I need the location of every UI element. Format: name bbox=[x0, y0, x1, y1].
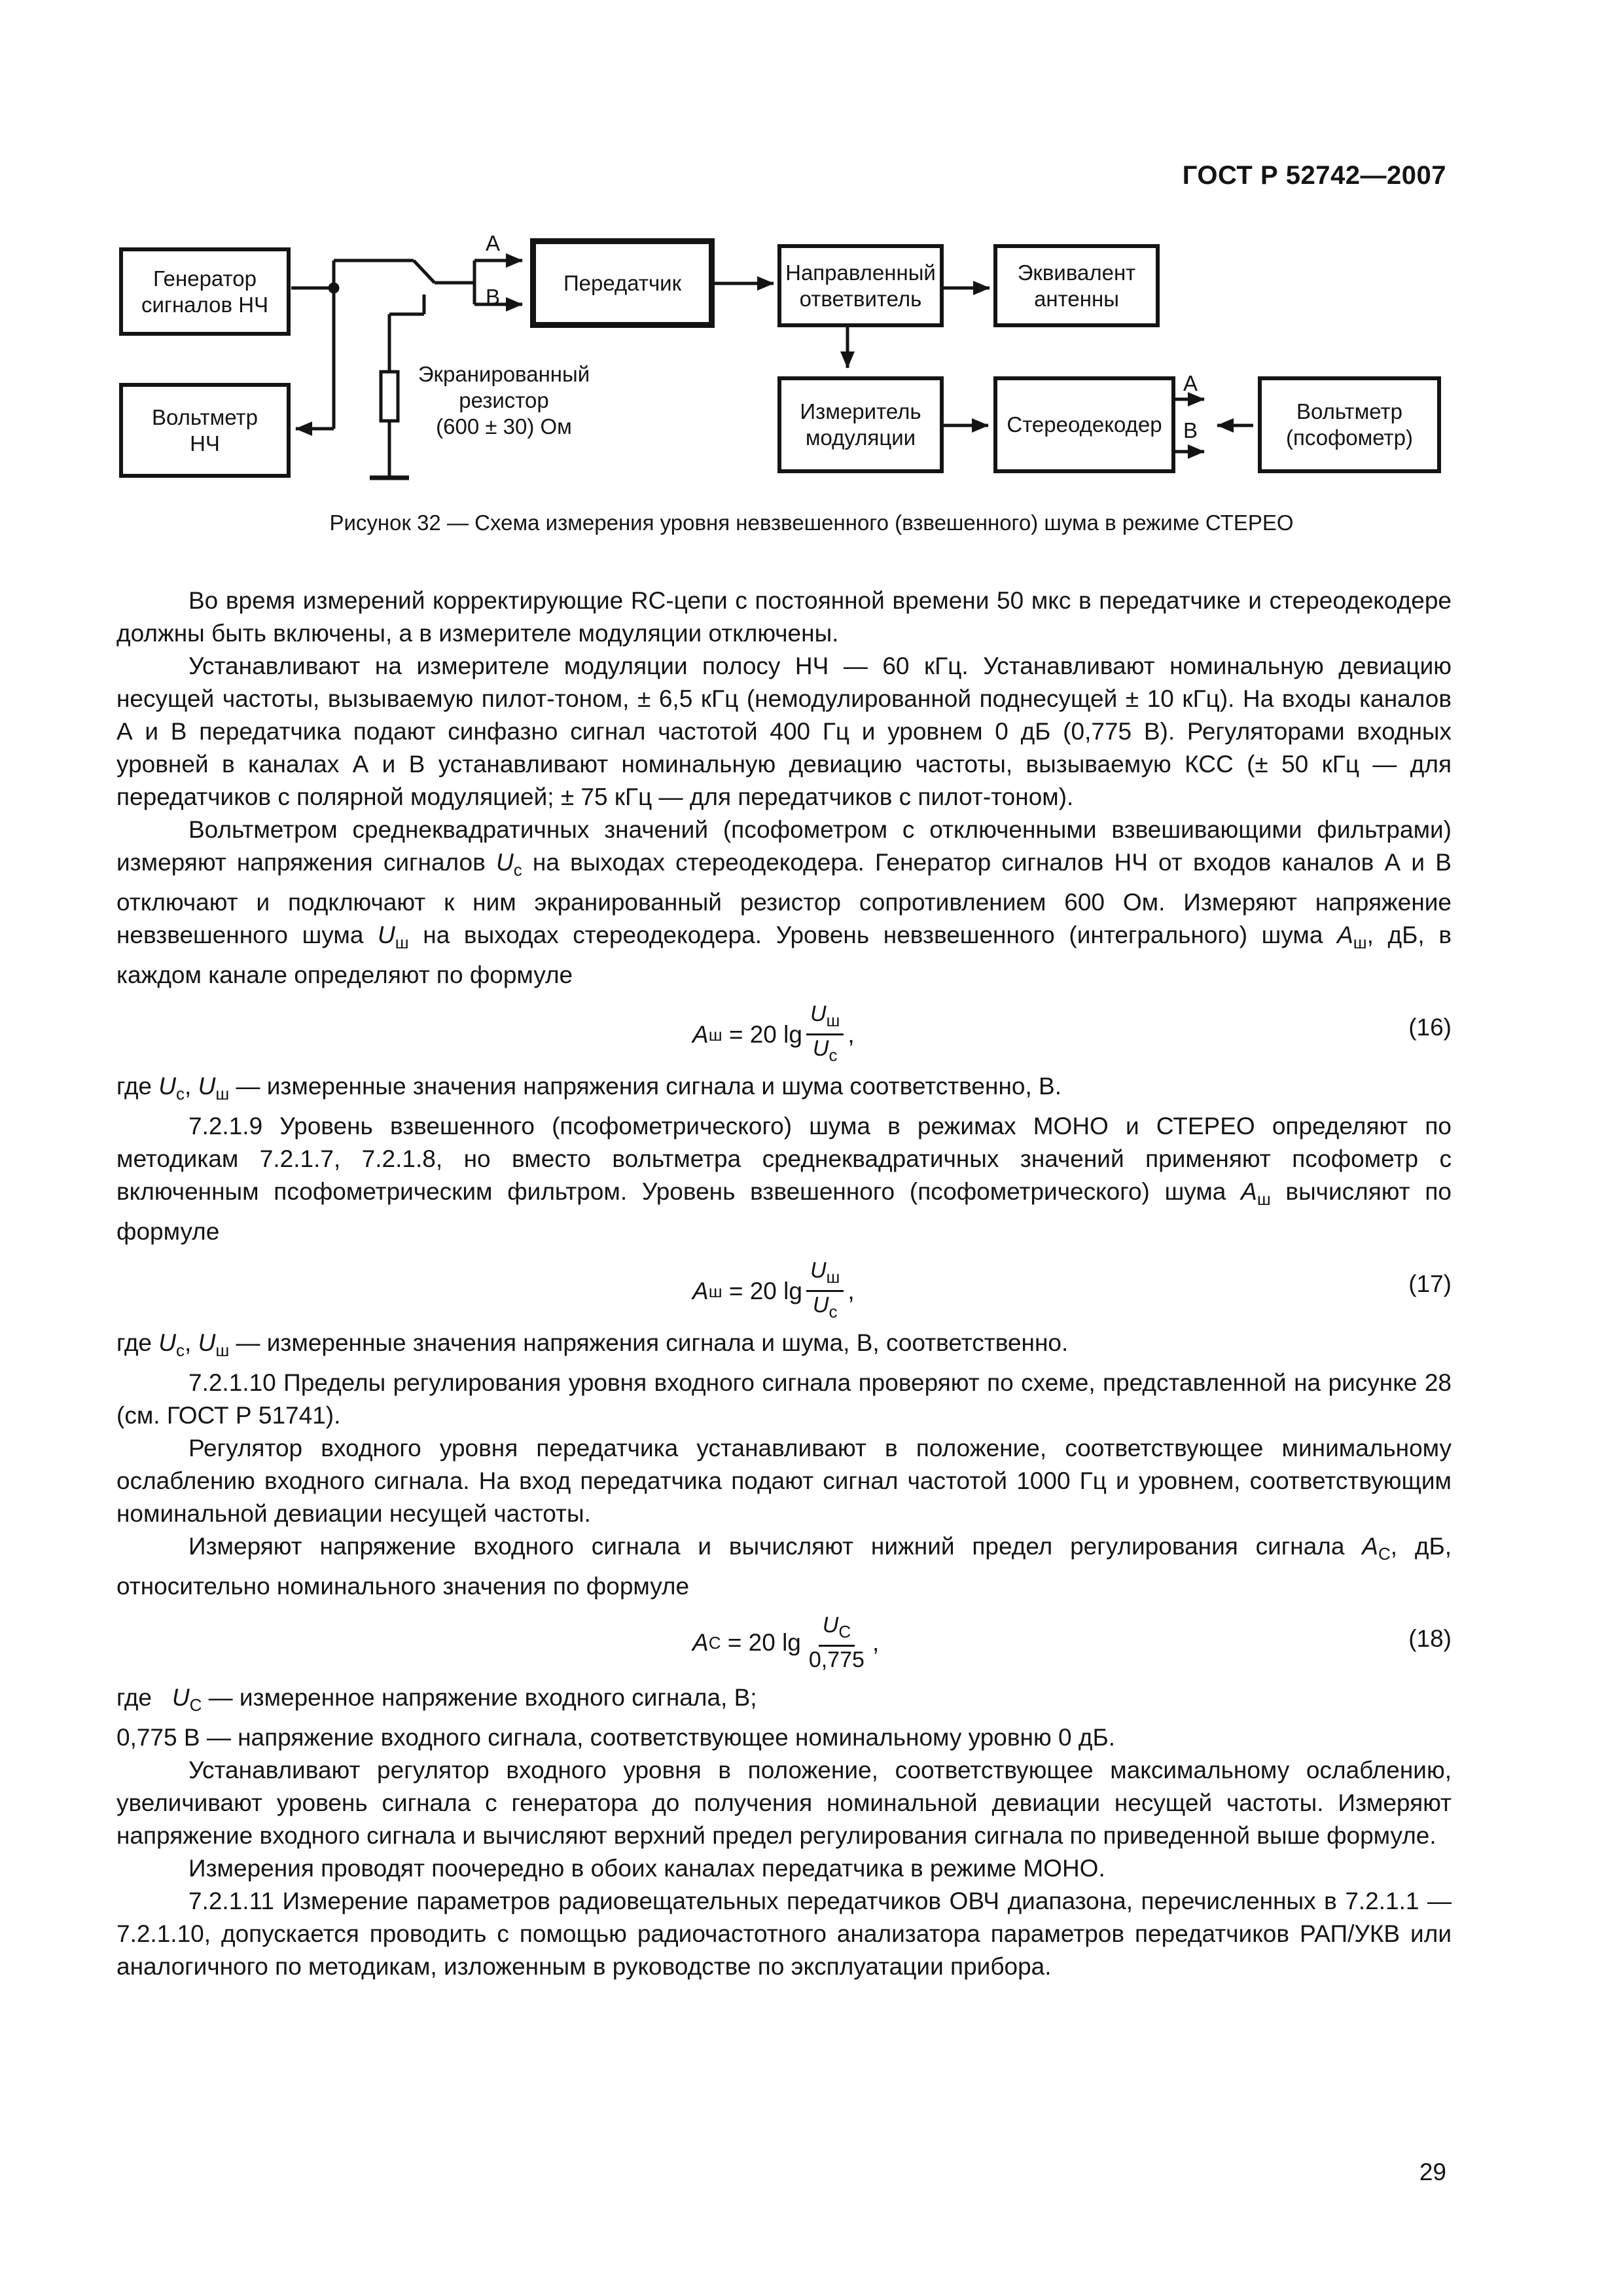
antenna-equiv-box bbox=[993, 244, 1160, 327]
paragraph: Измеряют напряжение входного сигнала и вычисляют нижний предел регулирования сигнала $A_С$, дБ, относительно номинального значения по формуле bbox=[116, 1533, 1452, 1600]
paragraph: Вольтметром среднеквадратичных значений (псофометром с отключенными взвешивающими фильтрами) измеряют напряжения сигналов $U_с$ на выходах стереодекодера. Генератор сигналов НЧ от входов каналов А и В отключают и подключают к ним экранированный резистор сопротивлением 600 Ом. Измеряют напряжение невзвешенного шума $U_ш$ на выходах стереодекодера. Уровень невзвешенного (интегрального) шума $A_ш$, дБ, в каждом канале определяют по формуле bbox=[116, 816, 1452, 988]
resistor-symbol bbox=[381, 372, 398, 421]
paragraph: Устанавливают регулятор входного уровня в положение, соответствующее максимальному ослаблению, увеличивают уровень сигнала с генератора до получения номинальной девиации несущей частоты. Измеряют напряжение входного сигнала и вычисляют верхний предел регулирования сигнала по приведенной выше формуле. bbox=[116, 1757, 1452, 1849]
output-b-letter: В bbox=[1183, 418, 1198, 442]
generator-box bbox=[119, 247, 291, 336]
switch-lever bbox=[414, 260, 435, 283]
standard-header: ГОСТ Р 52742—2007 bbox=[1182, 161, 1446, 190]
voltmeter-lf-box bbox=[119, 383, 291, 478]
formula-number: (16) bbox=[1408, 1014, 1452, 1041]
voltmeter-psofo-label: Вольтметр (псофометр) bbox=[1286, 399, 1413, 450]
resistor-label: Экранированный резистор (600 ± 30) Ом bbox=[418, 362, 590, 439]
formula-16: A ш = 20 lg $\frac{U_ш}{U_с}$ , (16) bbox=[692, 1001, 1452, 1065]
voltmeter-lf-label: Вольтметр НЧ bbox=[151, 404, 259, 456]
coupler-box bbox=[777, 244, 944, 327]
paragraph: 7.2.1.9 Уровень взвешенного (псофометрического) шума в режимах МОНО и СТЕРЕО определяют по методикам 7.2.1.7, 7.2.1.8, но вместо вольтметра среднеквадратичных значений применяют псофометр с включенным псофометрическим фильтром. Уровень взвешенного (псофометрического) шума $A_ш$ вычисляют по формуле bbox=[116, 1113, 1452, 1245]
mod-meter-label: Измеритель модуляции bbox=[800, 399, 921, 450]
paragraph: где $U_С$ — измеренное напряжение входного сигнала, В; bbox=[116, 1684, 757, 1715]
formula-17: A ш = 20 lg $\frac{U_ш}{U_с}$ , (17) bbox=[692, 1258, 1452, 1321]
generator-label: Генератор сигналов НЧ bbox=[141, 266, 269, 317]
figure-caption: Рисунок 32 — Схема измерения уровня невзвешенного (взвешенного) шума в режиме СТЕРЕО bbox=[329, 511, 1294, 535]
output-a-letter: А bbox=[1183, 371, 1198, 395]
antenna-equiv-label: Эквивалент антенны bbox=[1017, 260, 1136, 311]
paragraph: 7.2.1.11 Измерение параметров радиовещательных передатчиков ОВЧ диапазона, перечисленных в 7.2.1.1 — 7.2.1.10, допускается проводить с помощью радиочастотного анализатора параметров передатчиков РАП/УКВ или аналогичного по методикам, изложенным в руководстве по эксплуатации прибора. bbox=[116, 1888, 1452, 1980]
transmitter-label: Передатчик bbox=[563, 270, 682, 295]
input-a-letter: А bbox=[486, 231, 501, 255]
formula-18: A С = 20 lg $\frac{U_С}{0,775}$ , (18) bbox=[692, 1613, 1452, 1672]
block-diagram bbox=[111, 223, 1459, 484]
paragraph: Устанавливают на измерителе модуляции полосу НЧ — 60 кГц. Устанавливают номинальную девиацию несущей частоты, вызываемую пилот-тоном, ± 6,5 кГц (немодулированной поднесущей ± 10 кГц). На входы каналов А и В передатчика подают синфазно сигнал частотой 400 Гц и уровнем 0 дБ (0,775 В). Регуляторами входных уровней в каналах А и В устанавливают номинальную девиацию частоты, вызываемую КСС (± 50 кГц — для передатчиков с полярной модуляцией; ± 75 кГц — для передатчиков с пилот-тоном). bbox=[116, 653, 1452, 810]
paragraph: Регулятор входного уровня передатчика устанавливают в положение, соответствующее минимальному ослаблению входного сигнала. На вход передатчика подают сигнал частотой 1000 Гц и уровнем, соответствующим номинальной девиации несущей частоты. bbox=[116, 1435, 1452, 1527]
stereo-decoder-label: Стереодекодер bbox=[1007, 412, 1162, 437]
paragraph: Во время измерений корректирующие RC-цепи с постоянной времени 50 мкс в передатчике и стереодекодере должны быть включены, а в измерителе модуляции отключены. bbox=[116, 587, 1452, 647]
paragraph: Измерения проводят поочередно в обоих каналах передатчика в режиме МОНО. bbox=[188, 1855, 1105, 1882]
paragraph: где $U_с$, $U_ш$ — измеренные значения напряжения сигнала и шума соответственно, В. bbox=[116, 1073, 1061, 1103]
paragraph: 0,775 В — напряжение входного сигнала, соответствующее номинальному уровню 0 дБ. bbox=[116, 1724, 1116, 1751]
transmitter-box bbox=[530, 238, 715, 328]
formula-number: (17) bbox=[1408, 1270, 1452, 1297]
paragraph: где $U_с$, $U_ш$ — измеренные значения напряжения сигнала и шума, В, соответственно. bbox=[116, 1329, 1069, 1360]
stereo-decoder-box bbox=[993, 376, 1175, 473]
formula-number: (18) bbox=[1408, 1625, 1452, 1652]
page-number: 29 bbox=[1419, 2159, 1446, 2185]
input-b-letter: В bbox=[486, 285, 501, 309]
voltmeter-psofo-box bbox=[1258, 376, 1441, 473]
coupler-label: Направленный ответвитель bbox=[785, 260, 936, 311]
paragraph: 7.2.1.10 Пределы регулирования уровня входного сигнала проверяют по схеме, представленной на рисунке 28 (см. ГОСТ Р 51741). bbox=[116, 1369, 1452, 1429]
body-text bbox=[116, 584, 1452, 1983]
mod-meter-box bbox=[777, 376, 944, 473]
